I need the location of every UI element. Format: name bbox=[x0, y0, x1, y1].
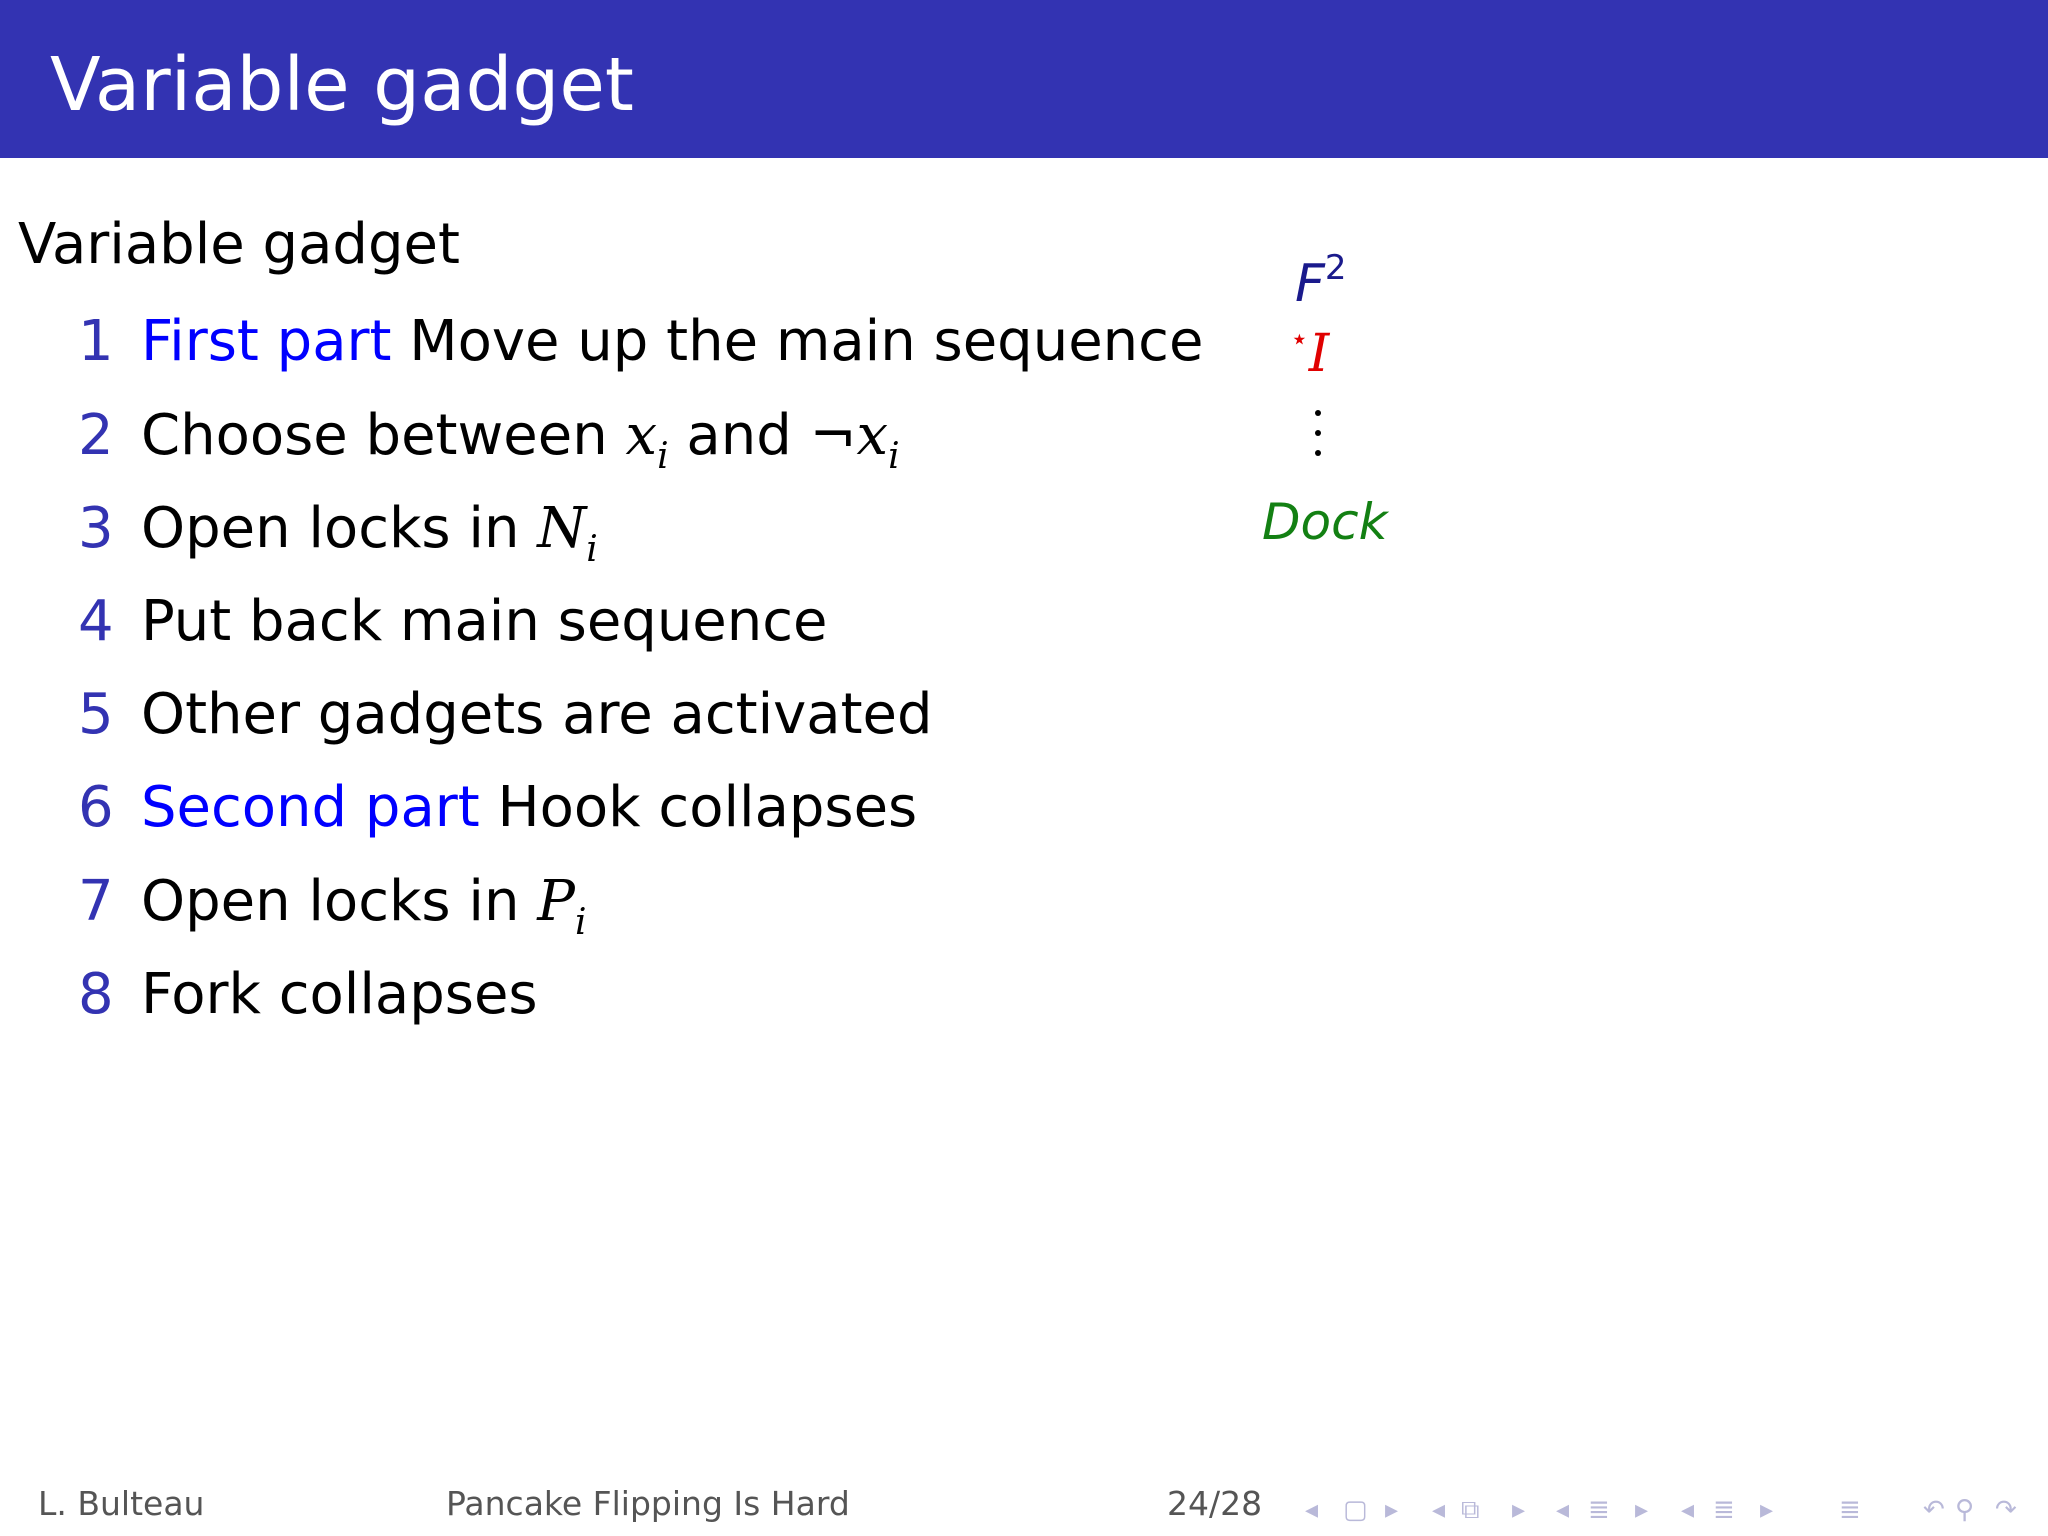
item-text bbox=[141, 489, 598, 590]
section-icon[interactable]: ⧉ bbox=[1461, 1495, 1480, 1525]
beamer-navigation bbox=[1305, 1486, 2035, 1526]
list-item bbox=[0, 302, 1204, 382]
subsection-icon[interactable]: ≣ bbox=[1588, 1495, 1610, 1525]
item-body: and ¬ bbox=[668, 403, 857, 468]
list-item bbox=[0, 396, 1200, 476]
item-body: Choose between bbox=[141, 403, 626, 468]
arrow-right-icon[interactable]: ▸ bbox=[1635, 1495, 1649, 1525]
i-symbol: I bbox=[1308, 324, 1330, 384]
item-number: 6 bbox=[78, 775, 114, 840]
item-body: Put back main sequence bbox=[141, 589, 828, 654]
align-icon[interactable]: ≣ bbox=[1839, 1495, 1861, 1525]
footer-title: Pancake Flipping Is Hard bbox=[446, 1484, 850, 1523]
footer-author: L. Bulteau bbox=[38, 1484, 205, 1523]
var-x: x bbox=[856, 403, 889, 468]
slide-footer bbox=[0, 1480, 2048, 1536]
stack-diagram bbox=[1200, 230, 1440, 560]
f-squared-label bbox=[1295, 238, 1347, 314]
emph-text: Second part bbox=[141, 775, 480, 840]
item-number: 5 bbox=[78, 682, 114, 747]
arrow-right-icon[interactable]: ▸ bbox=[1760, 1495, 1774, 1525]
item-body: Fork collapses bbox=[141, 962, 538, 1027]
slide-header bbox=[0, 0, 2048, 158]
arrow-left-icon[interactable]: ◂ bbox=[1432, 1495, 1446, 1525]
item-body: Hook collapses bbox=[479, 775, 918, 840]
item-number: 7 bbox=[78, 869, 114, 934]
subsection-icon[interactable]: ≣ bbox=[1713, 1495, 1735, 1525]
slide-title: Variable gadget bbox=[50, 42, 634, 128]
dock-label: Dock bbox=[1262, 493, 1388, 551]
vertical-ellipsis-icon bbox=[1315, 410, 1325, 470]
block-title: Variable gadget bbox=[18, 212, 460, 277]
list-item bbox=[0, 489, 1200, 569]
list-item bbox=[0, 862, 1200, 942]
item-text bbox=[141, 768, 917, 848]
arrow-left-icon[interactable]: ◂ bbox=[1556, 1495, 1570, 1525]
item-number: 1 bbox=[78, 309, 114, 374]
i-star-label bbox=[1290, 310, 1329, 384]
item-text bbox=[141, 302, 1203, 382]
item-number: 2 bbox=[78, 403, 114, 468]
f-symbol: F bbox=[1295, 254, 1325, 314]
subscript: i bbox=[574, 902, 587, 943]
star-icon: ⋆ bbox=[1290, 322, 1309, 357]
undo-icon[interactable]: ↶ bbox=[1923, 1495, 1945, 1525]
list-item bbox=[0, 582, 1200, 662]
arrow-right-icon[interactable]: ▸ bbox=[1512, 1495, 1526, 1525]
emph-text: First part bbox=[141, 309, 392, 374]
item-number: 8 bbox=[78, 962, 114, 1027]
item-text bbox=[141, 862, 586, 963]
var-x: x bbox=[625, 403, 658, 468]
f-exponent: 2 bbox=[1324, 248, 1347, 288]
arrow-left-icon[interactable]: ◂ bbox=[1681, 1495, 1695, 1525]
item-body: Open locks in bbox=[141, 869, 538, 934]
list-item bbox=[0, 768, 1200, 848]
item-body: Other gadgets are activated bbox=[141, 682, 933, 747]
arrow-right-icon[interactable]: ▸ bbox=[1385, 1495, 1399, 1525]
item-number: 3 bbox=[78, 496, 114, 561]
search-icon[interactable]: ⚲ bbox=[1955, 1495, 1975, 1525]
item-body: Open locks in bbox=[141, 496, 538, 561]
item-body: Move up the main sequence bbox=[391, 309, 1204, 374]
subscript: i bbox=[586, 529, 598, 570]
list-item bbox=[0, 675, 1200, 755]
subscript: i bbox=[657, 436, 669, 477]
var-n: N bbox=[537, 496, 587, 561]
subscript: i bbox=[888, 436, 900, 477]
frame-icon[interactable]: ▢ bbox=[1343, 1495, 1368, 1525]
item-number: 4 bbox=[78, 589, 114, 654]
item-text bbox=[141, 396, 900, 497]
redo-icon[interactable]: ↷ bbox=[1995, 1495, 2017, 1525]
list-item bbox=[0, 955, 1200, 1035]
var-p: P bbox=[537, 869, 575, 934]
arrow-left-icon[interactable]: ◂ bbox=[1305, 1495, 1319, 1525]
page-number: 24/28 bbox=[1167, 1484, 1263, 1523]
